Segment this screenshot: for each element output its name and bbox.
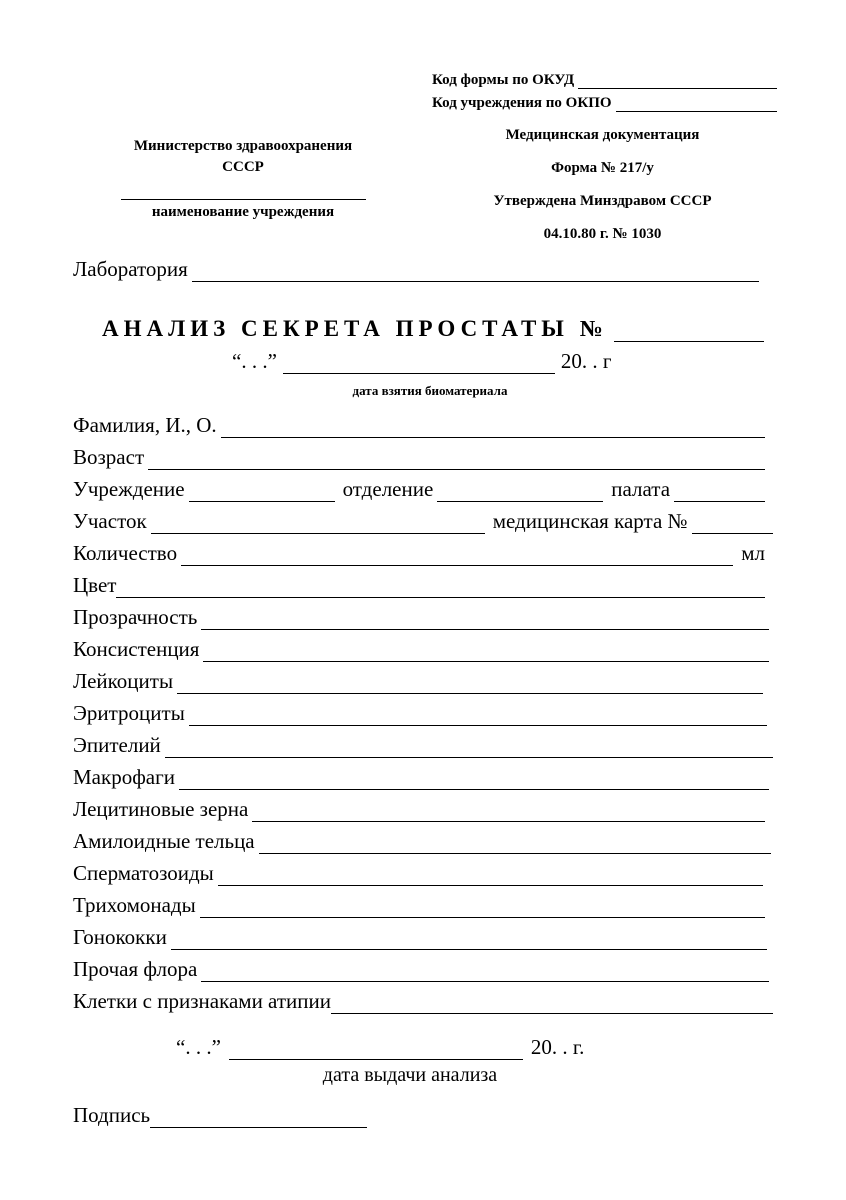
- macrophages-row: [73, 760, 769, 790]
- other-flora-field[interactable]: [201, 965, 769, 982]
- sample-date-field[interactable]: [283, 357, 555, 374]
- department-label: отделение: [342, 477, 434, 501]
- erythrocytes-field[interactable]: [189, 709, 767, 726]
- okud-label: Код формы по ОКУД: [432, 72, 575, 88]
- gonococci-field[interactable]: [171, 933, 767, 950]
- other-flora-label: Прочая флора: [73, 957, 198, 981]
- leukocytes-field[interactable]: [177, 677, 763, 694]
- lecithin-label: Лецитиновые зерна: [73, 797, 249, 821]
- leukocytes-row: [73, 664, 763, 694]
- institution-label: Учреждение: [73, 477, 185, 501]
- erythrocytes-label: Эритроциты: [73, 701, 185, 725]
- okud-field[interactable]: [578, 72, 777, 89]
- codes-block: [432, 66, 777, 112]
- transparency-row: [73, 600, 769, 630]
- fio-field[interactable]: [221, 421, 765, 438]
- sperm-label: Сперматозоиды: [73, 861, 214, 885]
- age-row: [73, 440, 765, 470]
- trichomonas-row: [73, 888, 765, 918]
- med-card-label: медицинская карта №: [492, 509, 688, 533]
- med-card-field[interactable]: [692, 517, 773, 534]
- quantity-field[interactable]: [181, 549, 733, 566]
- sample-date-caption: дата взятия биоматериала: [352, 383, 508, 398]
- lab-label: Лаборатория: [73, 257, 188, 281]
- med-doc-label: Медицинская документация: [505, 127, 700, 143]
- signature-label: Подпись: [73, 1103, 151, 1127]
- quantity-row: [73, 536, 765, 566]
- okpo-field[interactable]: [616, 95, 777, 112]
- okud-row: [432, 66, 777, 89]
- lab-row: [73, 252, 759, 282]
- gonococci-label: Гонококки: [73, 925, 167, 949]
- transparency-label: Прозрачность: [73, 605, 198, 629]
- issue-date-field[interactable]: [229, 1043, 523, 1060]
- ministry-line2: СССР: [222, 159, 264, 175]
- issue-date-quote: “. . .”: [176, 1035, 221, 1059]
- issue-date-year: 20. . г.: [530, 1035, 585, 1059]
- consistency-label: Консистенция: [73, 637, 200, 661]
- title-row: [102, 308, 764, 342]
- fio-label: Фамилия, И., О.: [73, 413, 217, 437]
- lecithin-row: [73, 792, 765, 822]
- trichomonas-label: Трихомонады: [73, 893, 196, 917]
- color-field[interactable]: [116, 581, 765, 598]
- lecithin-field[interactable]: [252, 805, 765, 822]
- atypia-row: [73, 984, 773, 1014]
- issue-date-row: [176, 1030, 584, 1060]
- fio-row: [73, 408, 765, 438]
- ward-label: палата: [611, 477, 671, 501]
- issue-date-caption: дата выдачи анализа: [322, 1064, 498, 1086]
- color-row: [73, 568, 765, 598]
- signature-field[interactable]: [150, 1111, 367, 1128]
- institution-name-field[interactable]: [121, 191, 366, 200]
- ward-field[interactable]: [674, 485, 765, 502]
- color-label: Цвет: [73, 573, 117, 597]
- amyloid-row: [73, 824, 771, 854]
- district-row: [73, 504, 773, 534]
- consistency-field[interactable]: [203, 645, 769, 662]
- amyloid-label: Амилоидные тельца: [73, 829, 255, 853]
- district-label: Участок: [73, 509, 147, 533]
- quantity-label: Количество: [73, 541, 178, 565]
- erythrocytes-row: [73, 696, 767, 726]
- okpo-row: [432, 89, 777, 112]
- epithelium-row: [73, 728, 773, 758]
- amyloid-field[interactable]: [259, 837, 771, 854]
- lab-field[interactable]: [192, 265, 759, 282]
- atypia-field[interactable]: [331, 997, 773, 1014]
- macrophages-field[interactable]: [179, 773, 769, 790]
- transparency-field[interactable]: [201, 613, 769, 630]
- approved-by: Утверждена Минздравом СССР: [493, 193, 712, 209]
- department-field[interactable]: [437, 485, 603, 502]
- ministry-line1: Министерство здравоохранения: [133, 138, 353, 154]
- sperm-field[interactable]: [218, 869, 763, 886]
- sample-date-row: [232, 344, 612, 374]
- age-label: Возраст: [73, 445, 145, 469]
- gonococci-row: [73, 920, 767, 950]
- approved-date: 04.10.80 г. № 1030: [543, 226, 662, 242]
- analysis-number-field[interactable]: [614, 325, 764, 342]
- signature-row: [73, 1098, 367, 1128]
- epithelium-label: Эпителий: [73, 733, 161, 757]
- form-info-block: [455, 122, 750, 254]
- consistency-row: [73, 632, 769, 662]
- age-field[interactable]: [148, 453, 765, 470]
- leukocytes-label: Лейкоциты: [73, 669, 174, 693]
- page-title: АНАЛИЗ СЕКРЕТА ПРОСТАТЫ №: [102, 316, 608, 341]
- district-field[interactable]: [151, 517, 485, 534]
- institution-row: [73, 472, 765, 502]
- institution-field[interactable]: [189, 485, 335, 502]
- form-number: Форма № 217/у: [551, 160, 654, 176]
- institution-caption: наименование учреждения: [151, 204, 335, 220]
- okpo-label: Код учреждения по ОКПО: [432, 95, 612, 111]
- sperm-row: [73, 856, 763, 886]
- epithelium-field[interactable]: [165, 741, 773, 758]
- quantity-unit: мл: [741, 541, 765, 565]
- trichomonas-field[interactable]: [200, 901, 765, 918]
- ministry-block: [100, 136, 386, 223]
- atypia-label: Клетки с признаками атипии: [73, 989, 331, 1013]
- sample-date-quote: “. . .”: [232, 349, 277, 373]
- macrophages-label: Макрофаги: [73, 765, 175, 789]
- sample-date-year: 20. . г: [560, 349, 612, 373]
- other-flora-row: [73, 952, 769, 982]
